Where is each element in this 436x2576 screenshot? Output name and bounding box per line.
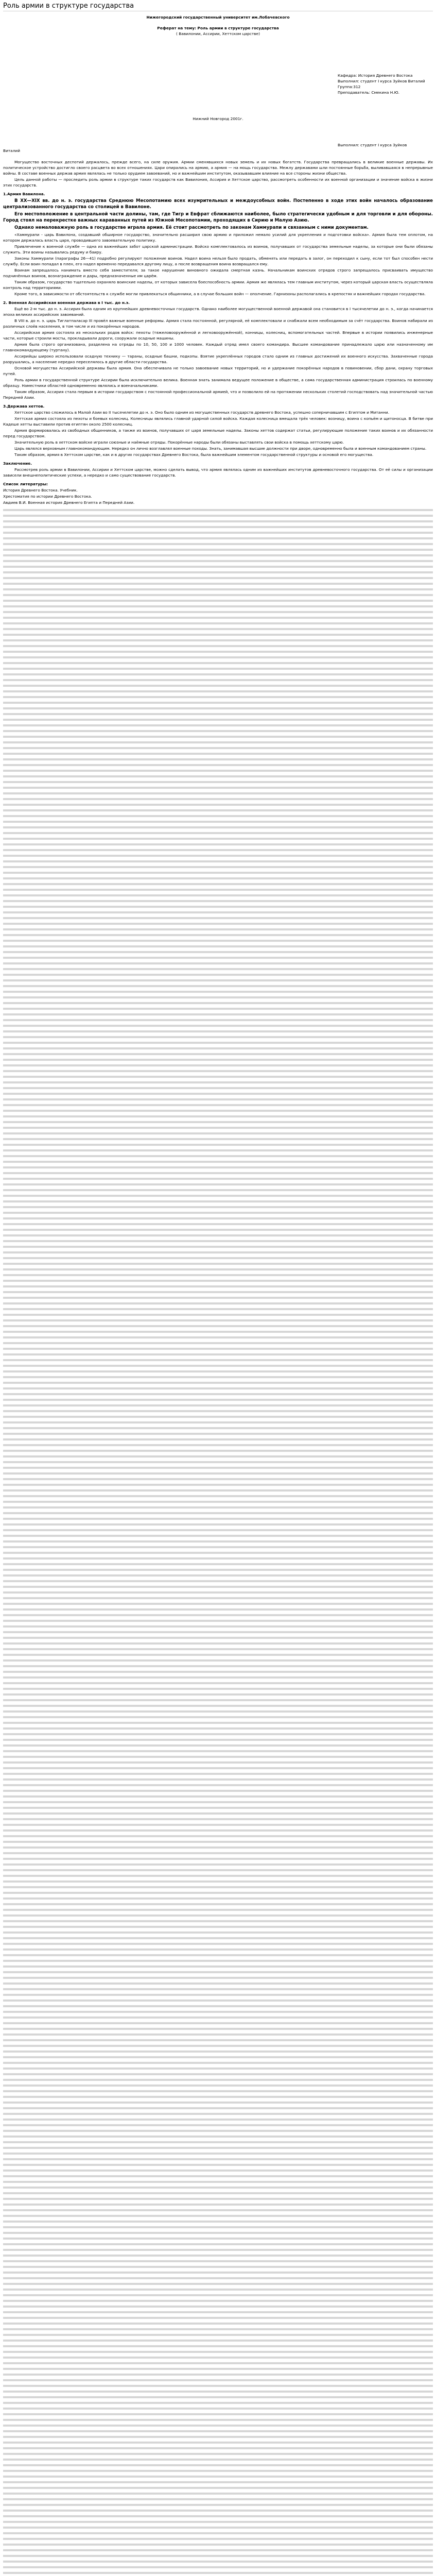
body-paragraph: Кроме того, в зависимости от обстоятельств к службе могли привлекаться общинники, а в случае больших войн — ополчение. Гарнизоны располагались в крепостях и важнейших городах государства. [14, 292, 426, 296]
body-paragraph: Таким образом, государство тщательно охраняло воинские наделы, от которых зависела боеспособность армии. Армия же являлась тем главным институтом, через который царская власть осуществляла контроль над территориями. [3, 280, 433, 290]
conclusion-title: Заключение. [3, 461, 32, 466]
bibliography-title: Список литературы: [3, 482, 48, 486]
meta-department: Кафедра: История Древнего Востока [338, 73, 413, 78]
section-title-hittites: 3.Держава хеттов. [3, 404, 45, 409]
bibliography-item: Хрестоматия по истории Древнего Востока. [3, 494, 92, 499]
body-paragraph: Значительную роль в хеттском войске играли союзные и наёмные отряды. Покорённые народы были обязаны выставлять свои войска в помощь хеттскому царю. [14, 440, 344, 445]
body-paragraph: Хеттская армия состояла из пехоты и боевых колесниц. Колесницы являлись главной ударной силой войска. Каждая колесница вмещала трёх человек: возницу, воина с копьём и щитоносца. В битве при Кадеше хетты выставили против египтян около 2500 колесниц. [3, 416, 433, 427]
body-paragraph: Хеттское царство сложилось в Малой Азии во II тысячелетии до н. э. Оно было одним из могущественных государств древнего Востока, успешно соперничавшим с Египтом и Митанни. [14, 410, 390, 415]
continued-text-lines [3, 507, 433, 2576]
intro-paragraph: Могущество восточных деспотий держалось, прежде всего, на силе оружия. Армии сменявшихся новых земель и их новых богатств. Государства превращались в великие военные державы. Их политическое устройство достигло своего расцвета во всех отношениях. Цари опирались на армию, а армия — на мощь государства. Межлу державами шли постоянные борьба, выливавшаяся в непрерывные войны. В составе военных держав армия являлась не только орудием завоеваний, но и важнейшим институтом, оказывавшим влияние на все стороны жизни общества. [3, 160, 433, 176]
highlight-paragraph: Его местоположение в центральной части долины, там, где Тигр и Евфрат сближаются наиболее, было стратегически удобным и для торговли и для обороны. Город стоял на перекрестке важных караванных путей из Южной Месопотамии, проходящих в Сирию и Малую Азию. [3, 212, 433, 223]
conclusion-paragraph: Рассмотрев роль армии в Вавилонии, Ассирии и Хеттском царстве, можно сделать вывод, что армия являлась одним из важнейших институтов древневосточного государства. От её силы и организации зависели внешнеполитические успехи, а нередко и само существование государств. [3, 467, 433, 478]
highlight-paragraph: В XX—XIX вв. до н. э. государства Среднюю Месопотамию всех изумрительных и междоусобных войн. Постепенно в ходе этих войн началось образование централизованного государства со столицей в Вавилоне. [3, 198, 433, 210]
body-paragraph: Законы Хаммурапи (параграфы 26—41) подробно регулируют положение воинов. Надел воина нельзя было продать, обменять или передать в залог, он переходил к сыну, если тот был способен нести службу. Если воин попадал в плен, его надел временно передавался другому лицу, а после возвращения воина возвращался ему. [3, 256, 433, 266]
meta-performer: Выполнил: студент I курса Зуйков Виталий [338, 79, 425, 83]
body-paragraph: Привлечение к военной службе — одна из важнейших забот царской администрации. Войско комплектовалось из воинов, получавших от государства земельные наделы, за которые они были обязаны служить. Эти воины назывались редуму и баиру. [3, 244, 433, 255]
highlight-paragraph: Однако немаловажную роль в государстве играла армия. Её стоит рассмотреть по законам Хаммурапи и связанным с ними документам. [14, 225, 369, 230]
body-paragraph: Таким образом, армия в Хеттском царстве, как и в других государствах Древнего Востока, была важнейшим элементом государственной структуры и основой его могущества. [14, 452, 374, 457]
section-title-assyria: 2. Военная Ассирийская военная держава в I тыс. до н.э. [3, 300, 130, 305]
body-paragraph: Армия была строго организована, разделена на отряды по 10, 50, 100 и 1000 человек. Каждый отряд имел своего командира. Высшее командование принадлежало царю или назначенному им главнокомандующему (туртану). [3, 342, 433, 352]
body-paragraph: Таким образом, Ассирия стала первым в истории государством с постоянной профессиональной армией, что и позволило ей на протяжении нескольких столетий господствовать над значительной частью Передней Азии. [3, 389, 433, 400]
meta-teacher: Преподаватель: Смекина Н.Ю. [338, 90, 399, 95]
body-paragraph: «Хаммурапи - царь Вавилона, создавший обширное государство, значительно расширил свою армию и приложил немало усилий для укрепления и подготовки войска». Армия была тем оплотом, на котором держалась власть царя, проводившего завоевательную политику. [3, 232, 433, 243]
intro-paragraph: Цель данной работы — проследить роль армии в структуре таких государств как Вавилония, Ассирия и Хеттское царство, рассмотреть особенности их военной организации и значение войска в жизни этих государств. [3, 177, 433, 188]
body-paragraph: Воинам запрещалось нанимать вместо себя заместителя; за такое нарушение виновного ожидала смертная казнь. Начальникам воинских отрядов строго запрещалось присваивать имущество подчинённых воинов, вознаграждение и дары, предназначенные им царём. [3, 268, 433, 278]
meta-group: Группа:312 [338, 84, 361, 89]
document-body [3, 11, 433, 2576]
body-paragraph: Армия формировалась из свободных общинников, а также из воинов, получавших от царя земельные наделы. Законы хеттов содержат статьи, регулирующие положение таких воинов и их обязанности перед государством. [3, 428, 433, 438]
body-paragraph: Основой могущества Ассирийской державы была армия. Она обеспечивала не только завоевание новых территорий, но и удержание покорённых народов в повиновении, сбор дани, охрану торговых путей. [3, 366, 433, 376]
body-paragraph: Царь являлся верховным главнокомандующим. Нередко он лично возглавлял военные походы. Знать, занимавшая высшие должности при дворе, одновременно была и военным командованием страны. [14, 446, 427, 451]
performer-tail: Виталий [3, 148, 21, 153]
body-paragraph: Ассирийская армия состояла из нескольких родов войск: пехоты (тяжеловооружённой и легковооружённой), конницы, колесниц, вспомогательных частей. Впервые в истории появились инженерные части, которые строили мосты, прокладывали дороги, сооружали осадные машины. [3, 330, 433, 341]
essay-subtitle: ( Вавилонии, Ассирии, Хеттском царстве) [176, 31, 260, 36]
university-name: Нижегородский государственный университет им.Лобачевского [146, 15, 290, 20]
body-paragraph: Ассирийцы широко использовали осадную технику — тараны, осадные башни, подкопы. Взятие укреплённых городов стало одним из главных достижений их военного искусства. Захваченные города разрушались, а население нередко переселялось в другие области государства. [3, 354, 433, 364]
bibliography-item: Авдиев В.И. Военная история Древнего Египта и Передней Азии. [3, 500, 135, 505]
meta-block [338, 73, 435, 95]
body-paragraph: Ещё во 2-м тыс. до н. э. Ассирия была одним из крупнейших древневосточных государств. Однако наиболее могущественной военной державой она становится в I тысячелетии до н. э., когда начинается эпоха великих ассирийских завоеваний. [3, 307, 433, 317]
section-title-babylon: 1.Армия Вавилона. [3, 192, 45, 196]
body-paragraph: В VIII в. до н. э. царь Тиглатпаласар III провёл важные военные реформы. Армия стала постоянной, регулярной, её комплектовали и снабжали всем необходимым за счёт государства. Воинов набирали из различных слоёв населения, в том числе и из покорённых народов. [3, 318, 433, 329]
body-paragraph: Роль армии в государственной структуре Ассирии была исключительно велика. Военная знать занимала ведущее положение в обществе, а сама государственная администрация строилась по военному образцу. Наместники областей одновременно являлись и военачальниками. [3, 378, 433, 388]
bibliography-item: История Древнего Востока. Учебник. [3, 488, 78, 493]
city-year: Нижний Новгород 2001г. [193, 116, 243, 121]
essay-label: Реферат на тему: Роль армии в структуре государства [157, 26, 279, 30]
document-title: Роль армии в структуре государства [3, 2, 134, 10]
performer-line: Выполнил: студент I курса Зуйков [338, 143, 407, 147]
